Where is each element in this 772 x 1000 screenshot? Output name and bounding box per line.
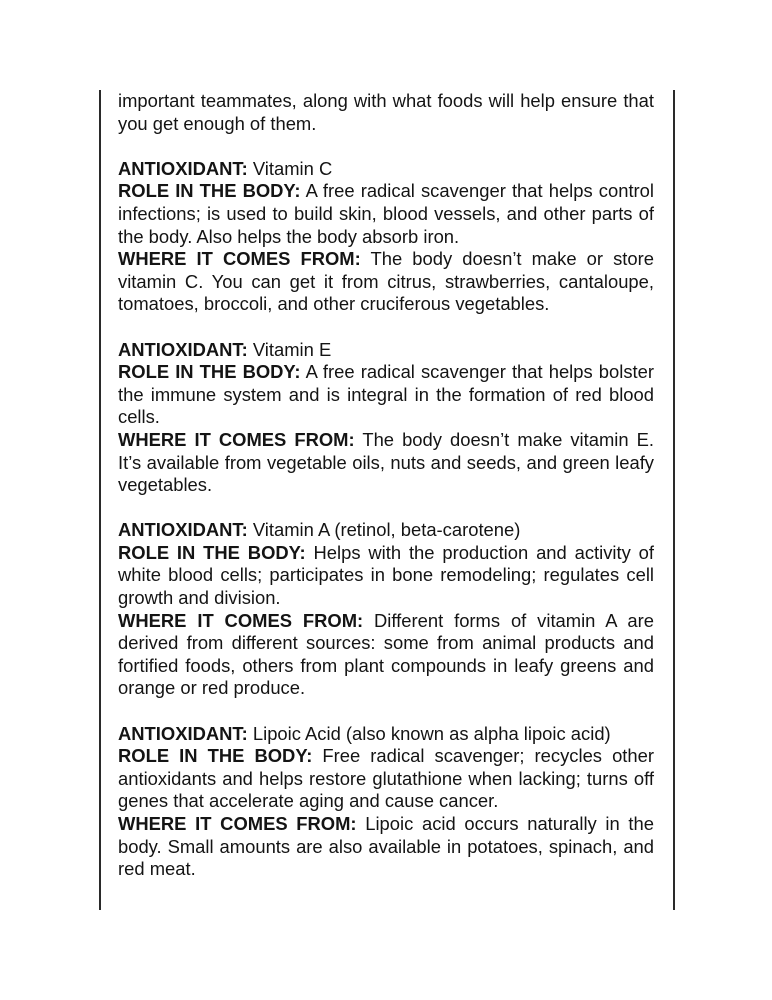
antioxidant-line — [118, 158, 654, 181]
source-text: Different forms of vitamin A are derived from different sources: some from animal products and fortified foods, others from plant compounds in leafy greens and orange or red produce. — [118, 609, 654, 699]
role-label: ROLE IN THE BODY: — [118, 745, 313, 767]
antioxidant-line — [118, 339, 654, 362]
antioxidant-line — [118, 519, 654, 542]
entry-lipoic-acid — [118, 723, 654, 881]
right-margin-rule — [673, 90, 675, 910]
intro-paragraph: important teammates, along with what foods will help ensure that you get enough of them. — [118, 90, 654, 134]
role-line — [118, 180, 654, 248]
source-label: WHERE IT COMES FROM: — [118, 609, 364, 631]
role-line — [118, 361, 654, 429]
source-text: The body doesn’t make or store vitamin C. You can get it from citrus, strawberries, cantaloupe, tomatoes, broccoli, and other cruciferous vegetables. — [118, 248, 654, 315]
source-label: WHERE IT COMES FROM: — [118, 813, 357, 834]
role-label: ROLE IN THE BODY: — [118, 180, 301, 202]
entry-vitamin-e — [118, 339, 654, 497]
antioxidant-name: Vitamin A (retinol, beta-carotene) — [252, 519, 521, 541]
antioxidant-name: Vitamin C — [252, 157, 333, 179]
antioxidant-label: ANTIOXIDANT: — [118, 338, 248, 360]
antioxidant-label: ANTIOXIDANT: — [118, 519, 248, 541]
source-line — [118, 610, 654, 700]
role-line — [118, 745, 654, 813]
role-line — [118, 542, 654, 610]
left-margin-rule — [99, 90, 101, 910]
role-text: A free radical scavenger that helps bolster the immune system and is integral in the formation of red blood cells. — [118, 361, 654, 428]
role-label: ROLE IN THE BODY: — [118, 541, 306, 563]
page-body — [118, 90, 654, 881]
source-label: WHERE IT COMES FROM: — [118, 428, 355, 450]
source-line — [118, 429, 654, 497]
source-line — [118, 248, 654, 316]
source-line — [118, 813, 654, 881]
entry-vitamin-c — [118, 158, 654, 316]
entry-vitamin-a — [118, 519, 654, 700]
role-text: Helps with the production and activity of white blood cells; participates in bone remodeling; regulates cell growth and division. — [118, 541, 654, 609]
antioxidant-name: Lipoic Acid (also known as alpha lipoic acid) — [252, 722, 611, 744]
antioxidant-label: ANTIOXIDANT: — [118, 722, 248, 744]
role-label: ROLE IN THE BODY: — [118, 361, 301, 383]
antioxidant-label: ANTIOXIDANT: — [118, 157, 248, 179]
antioxidant-name: Vitamin E — [252, 338, 332, 360]
antioxidant-line — [118, 723, 654, 746]
source-text: Lipoic acid occurs naturally in the body. Small amounts are also available in potatoes, spinach, and red meat. — [118, 813, 654, 880]
source-text: The body doesn’t make vitamin E. It’s available from vegetable oils, nuts and seeds, and green leafy vegetables. — [118, 428, 655, 496]
role-text: A free radical scavenger that helps control infections; is used to build skin, blood vessels, and other parts of the body. Also helps the body absorb iron. — [118, 180, 654, 247]
source-label: WHERE IT COMES FROM: — [118, 248, 361, 270]
role-text: Free radical scavenger; recycles other antioxidants and helps restore glutathione when lacking; turns off genes that accelerate aging and cause cancer. — [118, 745, 654, 812]
